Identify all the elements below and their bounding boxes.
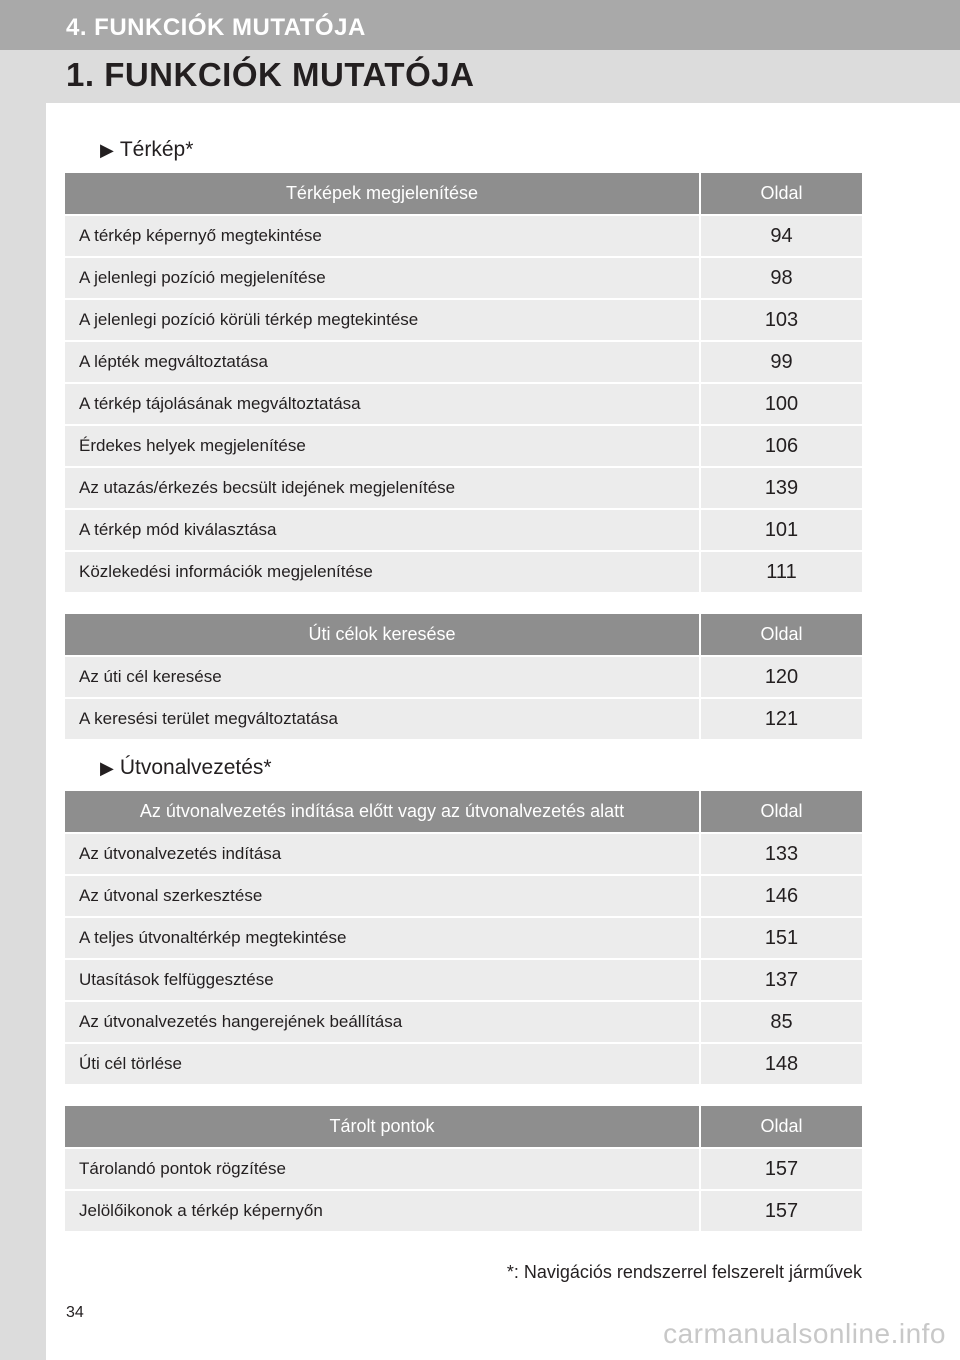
page-title: 1. FUNKCIÓK MUTATÓJA — [66, 56, 475, 93]
page-cell: 106 — [700, 425, 862, 467]
page-cell: 137 — [700, 959, 862, 1001]
table-row — [65, 875, 862, 917]
table-header-row — [65, 1106, 862, 1148]
table-header-function: Térképek megjelenítése — [65, 173, 700, 215]
function-cell: A jelenlegi pozíció megjelenítése — [65, 257, 700, 299]
table-row — [65, 1190, 862, 1231]
table-row — [65, 1043, 862, 1084]
table-row — [65, 425, 862, 467]
table-header-page: Oldal — [700, 1106, 862, 1148]
table-header-function: Az útvonalvezetés indítása előtt vagy az útvonalvezetés alatt — [65, 791, 700, 833]
page-cell: 94 — [700, 215, 862, 257]
table-header-row — [65, 614, 862, 656]
function-cell: Az útvonalvezetés hangerejének beállítása — [65, 1001, 700, 1043]
function-cell: Utasítások felfüggesztése — [65, 959, 700, 1001]
page-cell: 98 — [700, 257, 862, 299]
triangle-right-icon: ▶ — [100, 139, 114, 160]
table-row — [65, 833, 862, 875]
function-cell: Az útvonal szerkesztése — [65, 875, 700, 917]
page-cell: 157 — [700, 1148, 862, 1190]
function-cell: A lépték megváltoztatása — [65, 341, 700, 383]
table-header-page: Oldal — [700, 173, 862, 215]
function-cell: Tárolandó pontok rögzítése — [65, 1148, 700, 1190]
function-cell: A térkép mód kiválasztása — [65, 509, 700, 551]
page-cell: 101 — [700, 509, 862, 551]
table-row — [65, 383, 862, 425]
triangle-right-icon: ▶ — [100, 757, 114, 778]
table-row — [65, 698, 862, 739]
subheading-terkep — [100, 138, 193, 162]
page-cell: 85 — [700, 1001, 862, 1043]
table-row — [65, 215, 862, 257]
table-row — [65, 341, 862, 383]
page-cell: 120 — [700, 656, 862, 698]
watermark: carmanualsonline.info — [663, 1318, 946, 1349]
table-row — [65, 299, 862, 341]
table-header-row — [65, 173, 862, 215]
table-row — [65, 467, 862, 509]
table-row — [65, 917, 862, 959]
function-cell: Jelölőikonok a térkép képernyőn — [65, 1190, 700, 1231]
table-header-function: Tárolt pontok — [65, 1106, 700, 1148]
table-row — [65, 1001, 862, 1043]
table-header-page: Oldal — [700, 791, 862, 833]
function-table-terkepek — [65, 173, 862, 592]
page-cell: 133 — [700, 833, 862, 875]
left-margin-strip — [0, 0, 46, 1360]
function-cell: Az úti cél keresése — [65, 656, 700, 698]
page-cell: 157 — [700, 1190, 862, 1231]
page-cell: 111 — [700, 551, 862, 592]
subheading-utvonalvezetes — [100, 756, 272, 780]
table-header-page: Oldal — [700, 614, 862, 656]
page-cell: 100 — [700, 383, 862, 425]
subheading-label: Térkép* — [119, 138, 194, 161]
function-cell: A térkép tájolásának megváltoztatása — [65, 383, 700, 425]
function-cell: Közlekedési információk megjelenítése — [65, 551, 700, 592]
section-label: 4. FUNKCIÓK MUTATÓJA — [66, 14, 366, 41]
function-cell: Úti cél törlése — [65, 1043, 700, 1084]
function-table-tarolt-pontok — [65, 1106, 862, 1231]
table-row — [65, 656, 862, 698]
page-cell: 146 — [700, 875, 862, 917]
function-cell: Érdekes helyek megjelenítése — [65, 425, 700, 467]
function-table-uti-celok — [65, 614, 862, 739]
function-cell: Az utazás/érkezés becsült idejének megjelenítése — [65, 467, 700, 509]
table-row — [65, 551, 862, 592]
function-table-utvonalvezetes — [65, 791, 862, 1084]
table-row — [65, 509, 862, 551]
subheading-label: Útvonalvezetés* — [119, 756, 272, 779]
table-header-function: Úti célok keresése — [65, 614, 700, 656]
page-cell: 99 — [700, 341, 862, 383]
table-row — [65, 257, 862, 299]
function-cell: A jelenlegi pozíció körüli térkép megtekintése — [65, 299, 700, 341]
function-cell: Az útvonalvezetés indítása — [65, 833, 700, 875]
page-number: 34 — [66, 1304, 84, 1321]
function-cell: A keresési terület megváltoztatása — [65, 698, 700, 739]
page-cell: 103 — [700, 299, 862, 341]
page-cell: 151 — [700, 917, 862, 959]
page-cell: 121 — [700, 698, 862, 739]
table-header-row — [65, 791, 862, 833]
table-row — [65, 1148, 862, 1190]
function-cell: A térkép képernyő megtekintése — [65, 215, 700, 257]
function-cell: A teljes útvonaltérkép megtekintése — [65, 917, 700, 959]
page-cell: 148 — [700, 1043, 862, 1084]
footnote: *: Navigációs rendszerrel felszerelt járművek — [506, 1262, 862, 1282]
page-cell: 139 — [700, 467, 862, 509]
table-row — [65, 959, 862, 1001]
